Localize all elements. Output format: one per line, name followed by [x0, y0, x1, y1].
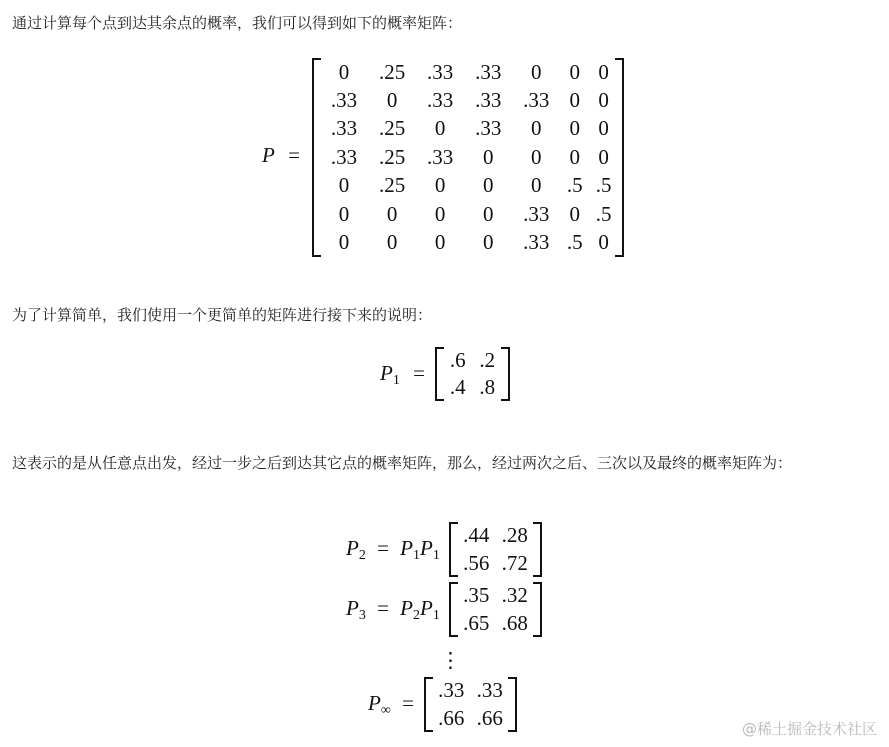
- matrix-cell: 0: [338, 201, 350, 226]
- matrix-cell: .33: [523, 201, 550, 226]
- matrix-cell: .5: [566, 173, 583, 198]
- matrix-cell: 0: [434, 173, 446, 198]
- matrix-cell: 0: [598, 230, 609, 255]
- matrix-cell: .68: [501, 610, 528, 635]
- matrix-cell: 0: [482, 144, 494, 169]
- matrix-cell: .5: [595, 201, 612, 226]
- matrix-row: [320, 172, 618, 200]
- matrix-row: [320, 58, 618, 86]
- matrix-row: [320, 143, 618, 171]
- p1-lhs: P: [380, 361, 393, 385]
- matrix-p3-table: [457, 582, 534, 637]
- matrix-row: [443, 374, 502, 401]
- matrix-row: [320, 200, 618, 228]
- matrix-cell: 0: [386, 88, 398, 113]
- right-bracket: [533, 582, 542, 637]
- matrix-cell: .2: [479, 348, 496, 372]
- matrix-cell: .33: [475, 59, 502, 84]
- matrix-cell: .33: [438, 678, 465, 703]
- matrix-cell: .33: [330, 116, 358, 141]
- matrix-cell: .72: [501, 550, 528, 575]
- explanation-paragraph: 这表示的是从任意点出发，经过一步之后到达其它点的概率矩阵，那么，经过两次之后、三次以及最终的概率矩阵为：: [12, 454, 793, 472]
- matrix-cell: .66: [476, 705, 503, 730]
- right-bracket: [508, 677, 517, 732]
- p3-rhs-a: P: [400, 596, 413, 620]
- matrix-cell: .8: [479, 375, 496, 399]
- equals-sign: =: [288, 143, 300, 167]
- equals-sign: =: [413, 361, 425, 385]
- right-bracket: [501, 347, 510, 401]
- matrix-cell: 0: [386, 230, 398, 255]
- equation-p: [262, 58, 632, 258]
- matrix-row: [457, 522, 534, 550]
- matrix-cell: .32: [501, 583, 528, 608]
- matrix-cell: .25: [378, 59, 406, 84]
- p2-rhs-b-subscript: 1: [432, 548, 440, 563]
- p2-rhs-a-subscript: 1: [413, 548, 420, 563]
- equation-p-lhs: P: [262, 143, 275, 167]
- p2-lhs-subscript: 2: [358, 548, 366, 563]
- p2-rhs-b: P: [420, 536, 433, 560]
- matrix-cell: 0: [434, 230, 446, 255]
- matrix-cell: 0: [482, 201, 494, 226]
- pinf-lhs: P: [368, 691, 381, 715]
- matrix-cell: .28: [501, 523, 528, 548]
- equation-p1: [380, 347, 520, 403]
- matrix-cell: 0: [569, 59, 580, 84]
- matrix-cell: .33: [330, 144, 358, 169]
- equation-p2: [346, 522, 551, 578]
- matrix-cell: .33: [427, 144, 454, 169]
- matrix-cell: 0: [598, 88, 609, 113]
- intro-paragraph: 通过计算每个点到达其余点的概率，我们可以得到如下的概率矩阵：: [12, 14, 463, 32]
- matrix-cell: 0: [338, 173, 350, 198]
- matrix-row: [457, 610, 534, 638]
- matrix-cell: 0: [598, 59, 609, 84]
- equals-sign: =: [377, 596, 389, 620]
- matrix-cell: .5: [566, 230, 583, 255]
- matrix-p3: [449, 582, 542, 637]
- equation-p3: [346, 582, 551, 638]
- matrix-pinf: [424, 677, 517, 732]
- matrix-pinf-table: [432, 677, 509, 732]
- p3-lhs: P: [346, 596, 359, 620]
- p3-lhs-subscript: 3: [358, 608, 366, 623]
- equals-sign: =: [377, 536, 389, 560]
- matrix-cell: .25: [378, 116, 406, 141]
- right-bracket: [533, 522, 542, 577]
- matrix-cell: 0: [569, 144, 580, 169]
- matrix-cell: 0: [434, 201, 446, 226]
- matrix-cell: .33: [523, 230, 550, 255]
- p2-rhs-a: P: [400, 536, 413, 560]
- matrix-cell: .33: [475, 88, 502, 113]
- matrix-cell: 0: [531, 144, 542, 169]
- matrix-row: [432, 705, 509, 733]
- p3-rhs-a-subscript: 2: [413, 608, 420, 623]
- p1-lhs-subscript: 1: [392, 373, 400, 388]
- matrix-cell: .33: [427, 59, 454, 84]
- matrix-cell: .33: [330, 88, 358, 113]
- matrix-cell: .35: [463, 583, 490, 608]
- matrix-p1-table: [443, 347, 502, 401]
- matrix-cell: .66: [438, 705, 465, 730]
- matrix-p1: [435, 347, 510, 401]
- equation-pinf: [368, 677, 528, 733]
- watermark: @稀土掘金技术社区: [741, 720, 877, 738]
- matrix-cell: .33: [476, 678, 503, 703]
- equals-sign: =: [402, 691, 414, 715]
- matrix-cell: 0: [569, 201, 580, 226]
- matrix-row: [320, 115, 618, 143]
- matrix-cell: .33: [523, 88, 550, 113]
- matrix-cell: 0: [598, 116, 609, 141]
- matrix-p-table: [320, 58, 618, 257]
- matrix-row: [320, 86, 618, 114]
- matrix-p2: [449, 522, 542, 577]
- matrix-cell: 0: [531, 116, 542, 141]
- vertical-ellipsis: ⋮: [440, 648, 461, 672]
- simplify-paragraph: 为了计算简单，我们使用一个更简单的矩阵进行接下来的说明：: [12, 306, 433, 324]
- p2-lhs: P: [346, 536, 359, 560]
- matrix-cell: .44: [463, 523, 490, 548]
- matrix-cell: 0: [569, 116, 580, 141]
- matrix-cell: .25: [378, 173, 406, 198]
- matrix-cell: 0: [598, 144, 609, 169]
- p3-rhs-b-subscript: 1: [432, 608, 440, 623]
- matrix-row: [443, 347, 502, 374]
- matrix-cell: .56: [463, 550, 490, 575]
- matrix-cell: .4: [449, 375, 466, 399]
- matrix-cell: 0: [569, 88, 580, 113]
- matrix-cell: 0: [531, 59, 542, 84]
- matrix-row: [432, 677, 509, 705]
- matrix-cell: 0: [434, 116, 446, 141]
- matrix-cell: 0: [338, 230, 350, 255]
- matrix-cell: 0: [386, 201, 398, 226]
- matrix-p2-table: [457, 522, 534, 577]
- matrix-cell: 0: [531, 173, 542, 198]
- matrix-cell: .33: [475, 116, 502, 141]
- matrix-cell: .33: [427, 88, 454, 113]
- matrix-cell: .6: [449, 348, 466, 372]
- matrix-cell: 0: [482, 173, 494, 198]
- matrix-row: [457, 550, 534, 578]
- matrix-cell: .25: [378, 144, 406, 169]
- matrix-cell: 0: [338, 59, 350, 84]
- matrix-cell: .65: [463, 610, 490, 635]
- matrix-cell: 0: [482, 230, 494, 255]
- matrix-row: [457, 582, 534, 610]
- matrix-cell: .5: [595, 173, 612, 198]
- pinf-lhs-subscript: ∞: [380, 703, 391, 718]
- matrix-row: [320, 228, 618, 256]
- p3-rhs-b: P: [420, 596, 433, 620]
- matrix-p: [312, 58, 624, 257]
